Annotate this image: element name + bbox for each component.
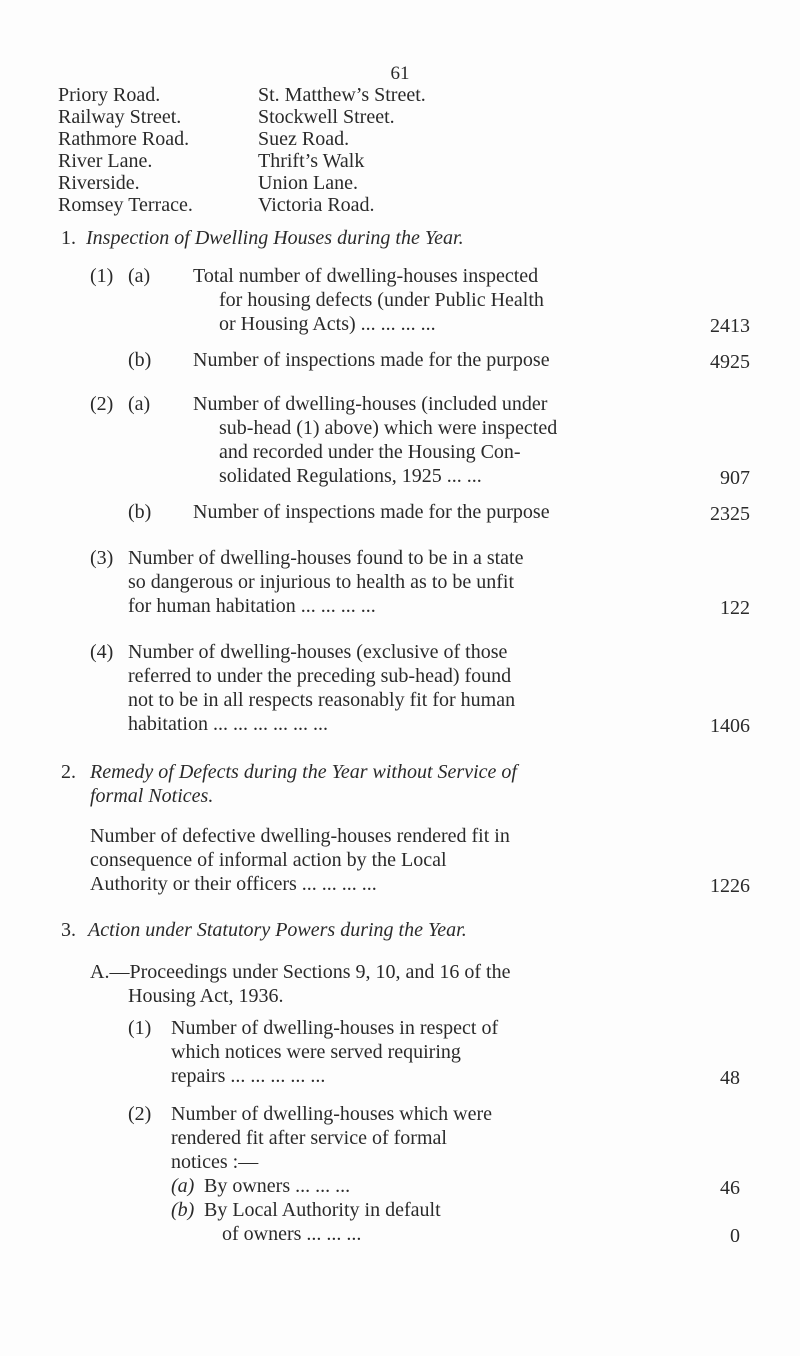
item-text-line: Number of dwelling-houses (included under [193, 393, 548, 415]
item-text-line: sub-head (1) above) which were inspected [219, 417, 558, 439]
item-value: 907 [720, 467, 750, 489]
item-number: (3) [90, 547, 114, 569]
section-number: 2. [61, 761, 76, 783]
street-name: Suez Road. [258, 128, 350, 150]
street-name: Union Lane. [258, 172, 358, 194]
item-text-line: of owners ... ... ... [222, 1223, 362, 1245]
item-number: (1) [90, 265, 114, 287]
item-text-line: or Housing Acts) ... ... ... ... [219, 313, 436, 335]
street-name: Railway Street. [58, 106, 182, 128]
page-number: 61 [390, 63, 410, 84]
item-text-line: Number of inspections made for the purpose [193, 349, 550, 371]
item-value: 2325 [710, 503, 750, 525]
item-text-line: so dangerous or injurious to health as to be unfit [128, 571, 515, 593]
item-text-line: for housing defects (under Public Health [219, 289, 544, 311]
item-value: 1226 [710, 875, 750, 897]
item-text-line: and recorded under the Housing Con- [219, 441, 521, 463]
street-name: Priory Road. [58, 84, 161, 106]
street-name: Stockwell Street. [258, 106, 395, 128]
item-text-line: repairs ... ... ... ... ... [171, 1065, 326, 1087]
item-text-line: Number of dwelling-houses in respect of [171, 1017, 499, 1039]
item-text-line: Total number of dwelling-houses inspected [193, 265, 539, 287]
body-text-line: Number of defective dwelling-houses rendered fit in [90, 825, 510, 847]
body-text-line: consequence of informal action by the Local [90, 849, 447, 871]
item-value: 4925 [710, 351, 750, 373]
item-value: 2413 [710, 315, 750, 337]
item-number: (4) [90, 641, 114, 663]
item-text-line: Number of dwelling-houses (exclusive of those [128, 641, 508, 663]
street-name: Rathmore Road. [58, 128, 190, 150]
section-title-line: formal Notices. [90, 785, 214, 807]
street-name: Victoria Road. [258, 194, 375, 216]
subsection-text-line: Housing Act, 1936. [128, 985, 284, 1007]
item-text-line: not to be in all respects reasonably fit for human [128, 689, 516, 711]
item-letter: (a) [128, 393, 151, 415]
item-text-line: Number of dwelling-houses found to be in a state [128, 547, 524, 569]
item-value: 0 [730, 1225, 740, 1247]
item-text-line: rendered fit after service of formal [171, 1127, 447, 1149]
item-letter: (b) [128, 501, 152, 523]
street-name: St. Matthew’s Street. [258, 84, 426, 106]
street-name: Thrift’s Walk [258, 150, 365, 172]
item-text-line: Number of dwelling-houses which were [171, 1103, 493, 1125]
section-title: Action under Statutory Powers during the Year. [88, 919, 467, 941]
section-title-line: Remedy of Defects during the Year without Service of [90, 761, 517, 783]
item-text-line: which notices were served requiring [171, 1041, 461, 1063]
item-value: 1406 [710, 715, 750, 737]
item-text-line: habitation ... ... ... ... ... ... [128, 713, 328, 735]
item-letter: (a) [128, 265, 151, 287]
body-text-line: Authority or their officers ... ... ... ... [90, 873, 377, 895]
item-value: 48 [720, 1067, 740, 1089]
item-text-line: referred to under the preceding sub-head) found [128, 665, 512, 687]
item-text-line: notices :— [171, 1151, 259, 1173]
item-letter: (b) [128, 349, 152, 371]
item-text-line: By Local Authority in default [204, 1199, 441, 1221]
street-name: River Lane. [58, 150, 153, 172]
item-letter: (a) [171, 1175, 195, 1197]
subsection-text-line: A.—Proceedings under Sections 9, 10, and 16 of the [90, 961, 511, 983]
section-number: 1. [61, 227, 76, 249]
item-value: 46 [720, 1177, 740, 1199]
item-letter: (b) [171, 1199, 195, 1221]
item-text-line: Number of inspections made for the purpose [193, 501, 550, 523]
section-number: 3. [61, 919, 76, 941]
street-name: Riverside. [58, 172, 140, 194]
item-number: (1) [128, 1017, 152, 1039]
item-number: (2) [128, 1103, 152, 1125]
item-value: 122 [720, 597, 750, 619]
item-text-line: solidated Regulations, 1925 ... ... [219, 465, 482, 487]
street-name: Romsey Terrace. [58, 194, 193, 216]
item-text-line: By owners ... ... ... [204, 1175, 351, 1197]
item-text-line: for human habitation ... ... ... ... [128, 595, 376, 617]
item-number: (2) [90, 393, 114, 415]
section-title: Inspection of Dwelling Houses during the Year. [86, 227, 464, 249]
